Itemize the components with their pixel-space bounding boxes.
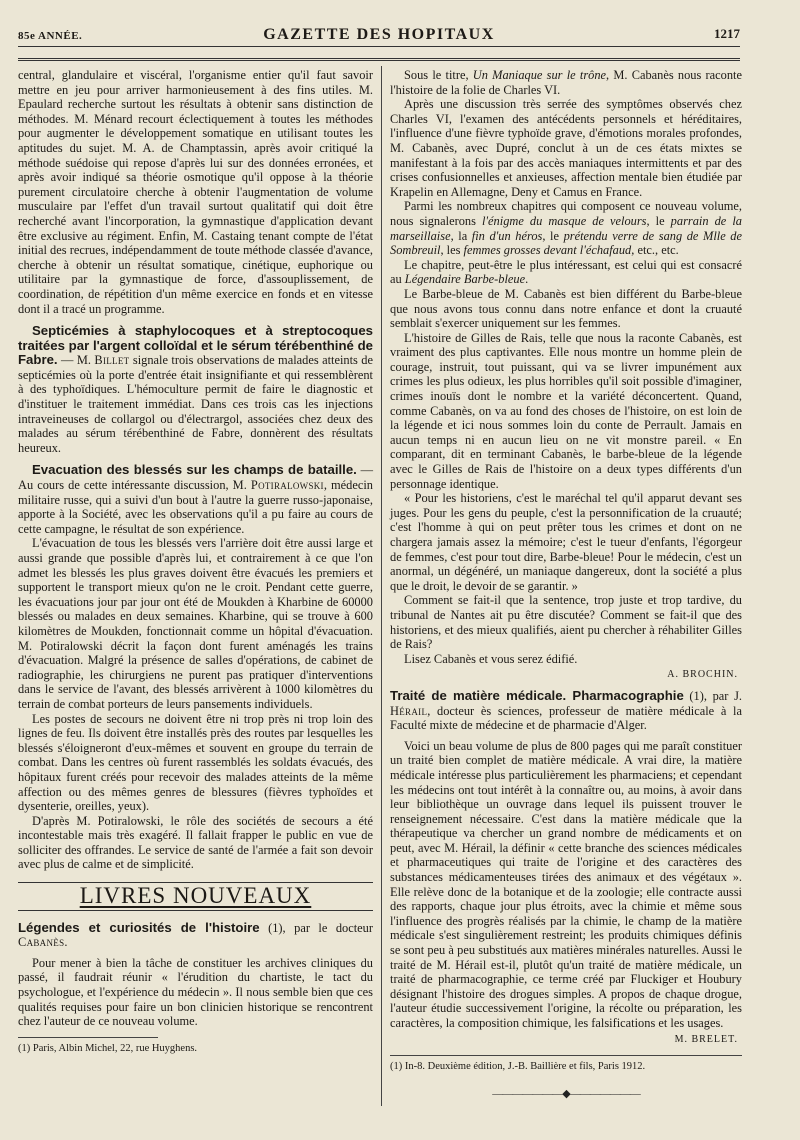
text: — Au cours de cette intéressante discussion, M. xyxy=(18,463,373,493)
section-title: Légendes et curiosités de l'histoire xyxy=(18,919,260,935)
footnote: (1) In-8. Deuxième édition, J.-B. Baillière et fils, Paris 1912. xyxy=(390,1061,646,1073)
chapter-title: prétendu verre de sang de Mlle de Sombreuil xyxy=(390,228,742,258)
chapter-title: femmes grosses devant l'échafaud xyxy=(463,243,632,258)
chapter-title: fin d'un héros xyxy=(471,228,543,243)
text: Sous le titre, xyxy=(404,68,473,82)
paragraph: L'évacuation de tous les blessés vers l'arrière doit être aussi large et aussi grande que possible d'après lui, et contrairement à ce que l'on admet les blessés les plus graves doivent être évacués les premiers et supportent le transport mieux qu'on ne le croit. Pendant cette guerre, les évacuations jour par jour ont été de Moukden à Kharbine de 60000 blessés ou malades en deux semaines. Kharbine, qui se trouve à 600 kilomètres de Moukden, fonctionnait comme un hôpital d'évacuation. M. Potiralowski décrit la façon dont furent aménagés les trains d'évacuation. Malgré la présence de salles d'opérations, de cabinet de radiographie, les chirurgiens ne purent pas pratiquer d'interventions dans le service de l'avant, des blessés arrivèrent à 1000 kilomètres du terrain de combat porteurs de leurs pansements individuels. xyxy=(18,536,373,711)
page-number: 1217 xyxy=(714,26,740,41)
author-name: Potiralowski xyxy=(250,478,324,493)
paragraph: Lisez Cabanès et vous serez édifié. xyxy=(404,651,578,666)
footnote-rule xyxy=(390,1055,742,1056)
livres-nouveaux-heading: LIVRES NOUVEAUX xyxy=(18,882,373,911)
paragraph: « Pour les historiens, c'est le maréchal tel qu'il apparut devant ses juges. Pour les gens du peuple, c'est la personnification de la cruauté; c'est l'homme à qui on peut prêter tous les crimes et dont on ne chargera jamais assez la mémoire; c'est le tueur d'enfants, l'égorgeur de femmes, c'est pour tout dire, Barbe-bleue! Pour le médecin, c'est un anormal, un dégénéré, un maniaque dangereux, dont la société a plus que le droit, le devoir de se garantir. » xyxy=(390,491,742,593)
edition-label: 85e ANNÉE. xyxy=(18,30,83,42)
text: — M. xyxy=(57,353,95,368)
author-name: Billet xyxy=(94,353,130,368)
paragraph: Après une discussion très serrée des symptômes observés chez Charles VI, l'examen des antécédents personnels et héréditaires, l'influence d'une fièvre typhoïde grave, d'émotions morales profondes, M. Cabanès, avec Dupré, conclut à un de ces états mixtes se manifestant à la fois par des accès maniaques intermittents et par des crises confusionnelles et anxieuses, affection mentale bien étudiée par Krapelin en Allemagne, Deny et Camus en France. xyxy=(390,97,742,199)
paragraph: Comment se fait-il que la sentence, trop juste et trop tardive, du tribunal de Nantes ait pu être discutée? Comment se fait-il que des historiens, et des mieux qualifiés, aient pu chercher à réhabiliter Gilles de Rais? xyxy=(390,593,742,652)
column-divider xyxy=(381,66,382,1106)
book-title: Un Maniaque sur le trône xyxy=(472,68,607,82)
signature-brochin: A. BROCHIN. xyxy=(667,669,738,681)
paragraph: Pour mener à bien la tâche de constituer les archives cliniques du passé, il faudrait réunir « l'érudition du chartiste, le tact du psychologue, et l'expérience du médecin ». Il nous semble bien que ces qualités requises pour faire un bon clinicien historique se rencontrent chez l'auteur de ce nouveau volume. xyxy=(18,955,373,1029)
chapter-title: Légendaire Barbe-bleue xyxy=(404,272,526,287)
left-column xyxy=(18,68,373,1056)
text: , le xyxy=(646,213,671,228)
text: , docteur ès sciences, professeur de matière médicale à la Faculté mixte de médecine et de pharmacie d'Alger. xyxy=(390,703,742,733)
text: , M. Cabanès nous raconte l'histoire de la folie de Charles VI. xyxy=(390,68,742,97)
paragraph xyxy=(390,68,742,97)
text: , les xyxy=(440,243,464,258)
text: Le chapitre, peut-être le plus intéressant, est celui qui est consacré au xyxy=(390,257,742,287)
text: (1), par le docteur xyxy=(259,920,374,935)
chapter-title: parrain de la marseillaise xyxy=(390,213,742,243)
journal-title: GAZETTE DES HOPITAUX xyxy=(263,26,495,43)
chapter-title: l'énigme du masque de velours xyxy=(481,213,647,228)
paragraph: Voici un beau volume de plus de 800 pages qui me paraît constituer un traité bien complet de matière médicale. A vrai dire, la matière médicale intéresse plus particulièrement les pharmaciens; et cependant les médecins ont tout intérêt à la connaître ou, au moins, à avoir dans leur bibliothèque un ouvrage dans lequel ils puissent trouver le renseignement nécessaire. C'est dans la matière médicale que la thérapeutique va chercher un grand nombre de médicaments et on peut, avec M. Hérail, la définir « cette branche des sciences médicales et pharmaceutiques qui traite de l'origine et des caractères des substances médicamenteuses tirées des animaux et des végétaux ». Elle relève donc de la botanique et de la zoologie; elle contracte aussi des rapports, chaque jour plus étroits, avec la chimie et même sous l'influence des progrès réalisés par la chimie, le champ de la matière médicale s'est singulièrement restreint; les produits chimiques définis se sont peu à peu substitués aux matières minérales naturelles. Aussi le traité de M. Hérail est-il, plutôt qu'un traité de matière médicale, un traité de pharmacographie, ce terme créé par Fluckiger et Houbury désignant l'histoire des drogues simples. A propos de chaque drogue, l'auteur étudie successivement l'origine, la récolte ou préparation, les caractères, la composition chimique, les falsifications et les usages. xyxy=(390,738,742,1030)
signature-brelet: M. BRELET. xyxy=(674,1033,738,1045)
paragraph xyxy=(390,199,742,257)
text: Parmi les nombreux chapitres qui composent ce nouveau volume, nous signalerons xyxy=(390,199,742,228)
section-septicemies xyxy=(18,324,373,455)
header-double-rule xyxy=(18,58,740,61)
footnote: (1) Paris, Albin Michel, 22, rue Huyghens. xyxy=(18,1042,198,1054)
header-rule xyxy=(18,46,740,47)
paragraph: central, glandulaire et viscéral, l'organisme entier qu'il faut savoir mettre en jeu pour arriver harmonieusement à des fins utiles. M. Epaulard recherche surtout les résultats à obtenir sans distinction de méthodes. M. Ménard recourt éclectiquement à toutes les méthodes pour augmenter le développement somatique en utilisant toutes les aptitudes du sujet. M. A. de Champtassin, après avoir critiqué la méthode suédoise qui repose d'après lui sur des données erronées, et après avoir indiqué sa théorie osmotique qu'il oppose à la théorie purement circulatoire cherche à obtenir l'augmentation de volume musculaire par l'effet d'un travail surtout qualitatif qui doit être recherché avant l'incorporation, la gymnastique d'application devant être exclusive au régiment. Enfin, M. Castaing tenant compte de l'état initial des recrues, indépendamment de toute méthode classée d'avance, cherche à obtenir un résultat somatique, cinétique, euphorique ou utilitaire par la gymnastique de force, d'assouplissement, de coordination, de répétition d'un même exercice en fonds et en vitesse dont il a tracé un programme. xyxy=(18,68,373,316)
section-evacuation xyxy=(18,463,373,536)
author-name: Cabanès xyxy=(18,935,65,950)
author-name: Hérail xyxy=(390,703,428,718)
paragraph: D'après M. Potiralowski, le rôle des sociétés de secours a été incontestable mais très exagéré. Il fallait frapper le public en vue de solliciter des offrandes. Le service de santé de l'armée a fait son devoir avec plus de calme et de simplicité. xyxy=(18,813,373,872)
paragraph: , médecin militaire russe, qui a suivi d'un bout à l'autre la guerre russo-japonaise, apporte à la Société, avec les observations qu'il a pu faire au cours de cette campagne, le résultat de son expérience. xyxy=(18,478,373,536)
paragraph: Le Barbe-bleue de M. Cabanès est bien différent du Barbe-bleue que nous avons tous connu dans notre enfance et dont la cruauté semblait s'exercer uniquement sur les femmes. xyxy=(390,286,742,331)
section-legendes: Légendes et curiosités de l'histoire (1), par le docteur Cabanès. xyxy=(18,919,374,950)
paragraph: Les postes de secours ne doivent être ni trop près ni trop loin des lignes de feu. Ils doivent être installés près des routes par lesquelles les blessés s'éloigneront d'eux-mêmes et souvent en groupe du terrain de combat. Dans les centres où furent rassemblés les soldats évacués, des hôpitaux furent créés pour recevoir des malades atteints de la même affection ou des mêmes genres de blessures (fièvres typhoïdes et dysenterie, oreilles, yeux). xyxy=(18,711,373,814)
section-title: Septicémies à staphylocoques et à streptocoques traitées par l'argent colloïdal et le sérum térébenthiné de Fabre. xyxy=(18,323,373,368)
right-column xyxy=(390,68,742,1101)
end-ornament: ———————◆——————— xyxy=(492,1087,640,1100)
page-header xyxy=(18,22,740,44)
paragraph: L'histoire de Gilles de Rais, telle que nous la raconte Cabanès, est vraiment des plus captivantes. Elle nous montre un homme plein de courage, instruit, tout puissant, qui va se livrer impunément aux crimes les plus odieux, les plus horribles qu'il soit possible d'imaginer, crimes inouïs dont le nombre et la variété déconcertent. Quand, comme Cabanès, on va au fond des choses de l'histoire, on est loin de la légende et ici nous sommes loin du conte de Perrault. Jamais en aucun temps ni en aucun lieu on ne vit monstre pareil. « En comparant, dit en terminant Cabanès, le barbe-bleue de la légende avec le Gilles de Rais de l'histoire on a deux types différents d'un personnage identique. xyxy=(390,330,742,491)
footnote-rule xyxy=(18,1037,158,1038)
text: , la xyxy=(450,228,472,243)
section-traite xyxy=(390,689,742,733)
text: (1), par J. xyxy=(683,688,742,703)
text: , le xyxy=(542,228,564,243)
section-title: Traité de matière médicale. Pharmacographie xyxy=(390,687,684,703)
text: . xyxy=(525,272,529,287)
paragraph xyxy=(390,258,742,287)
section-title: Evacuation des blessés sur les champs de bataille. xyxy=(32,462,357,478)
text: , etc., etc. xyxy=(631,243,679,258)
paragraph: signale trois observations de malades atteints de septicémies où la porte d'entrée était insignifiante et qui ressemblèrent à des typhoïdiques. L'hémoculture permit de faire le diagnostic et d'instituer le traitement immédiat. Dans ces trois cas les injections intraveineuses de collargol ou d'électrargol, associées chez deux des malades au sérum térébenthiné de Fabre, donnèrent des résultats heureux. xyxy=(18,353,373,455)
